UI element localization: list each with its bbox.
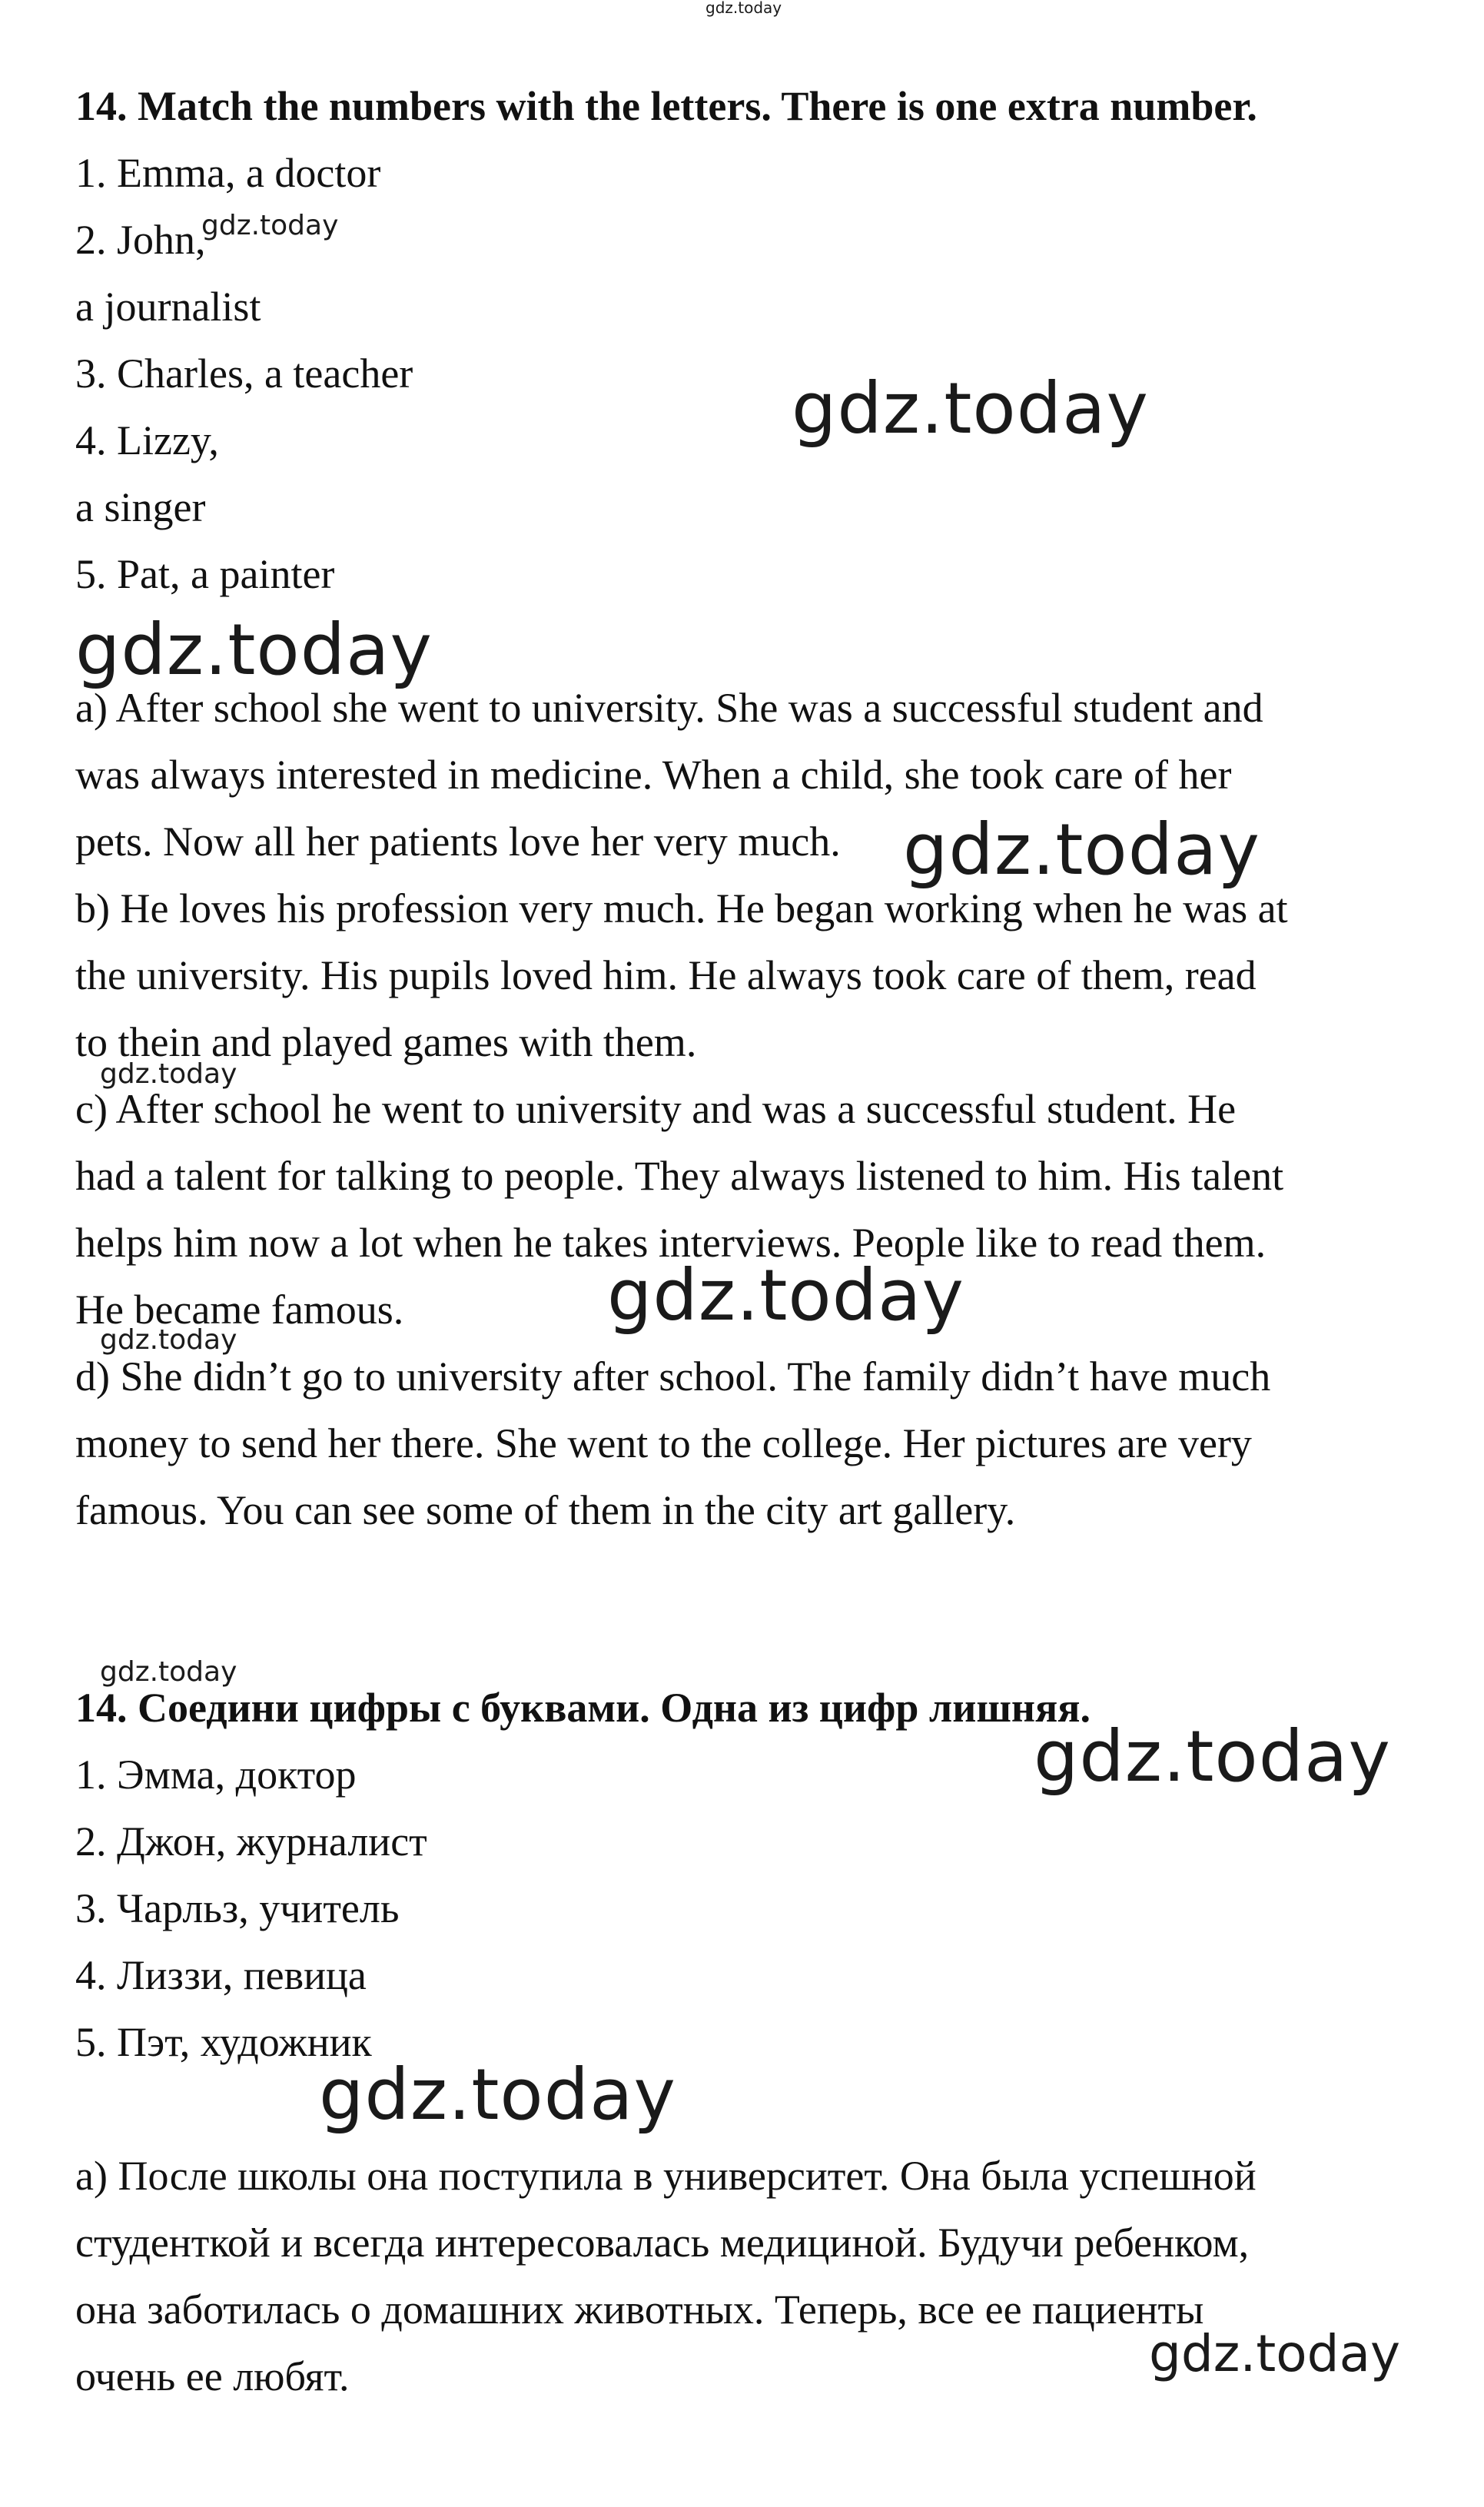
russian-paragraph-a-line-4: очень ее любят. [75,2353,350,2399]
watermark: gdz.today [903,809,1260,891]
watermark: gdz.today [75,609,433,691]
watermark: gdz.today [201,210,339,241]
watermark: gdz.today [1149,2324,1401,2383]
english-item-3: 3. Charles, a teacher [75,350,413,397]
english-item-5: 5. Pat, a painter [75,551,335,597]
english-paragraph-c-line-4: He became famous. [75,1287,404,1333]
russian-item-5: 5. Пэт, художник [75,2019,372,2065]
watermark: gdz.today [100,1058,237,1090]
english-paragraph-a-line-3: pets. Now all her patients love her very much. [75,819,841,865]
english-paragraph-d-line-1: d) She didn’t go to university after school. The family didn’t have much [75,1353,1271,1400]
english-item-1: 1. Emma, a doctor [75,150,381,196]
russian-item-1: 1. Эмма, доктор [75,1752,357,1798]
watermark: gdz.today [319,2054,676,2136]
english-paragraph-c-line-1: c) After school he went to university and was a successful student. He [75,1086,1237,1132]
english-paragraph-c-line-3: helps him now a lot when he takes interviews. People like to read them. [75,1220,1267,1266]
russian-paragraph-a-line-3: она заботилась о домашних животных. Теперь, все ее пациенты [75,2286,1204,2333]
english-paragraph-b-line-3: to thein and played games with them. [75,1019,697,1065]
russian-item-2: 2. Джон, журналист [75,1818,427,1864]
russian-paragraph-a-line-1: а) После школы она поступила в университет. Она была успешной [75,2153,1257,2199]
english-paragraph-c-line-2: had a talent for talking to people. They always listened to him. His talent [75,1153,1284,1199]
english-item-2-continued: a journalist [75,284,261,330]
watermark: gdz.today [705,0,782,17]
watermark: gdz.today [607,1254,964,1337]
english-paragraph-b-line-2: the university. His pupils loved him. He always took care of them, read [75,952,1257,998]
english-paragraph-d-line-3: famous. You can see some of them in the city art gallery. [75,1487,1016,1533]
watermark: gdz.today [1034,1715,1391,1798]
english-paragraph-d-line-2: money to send her there. She went to the college. Her pictures are very [75,1420,1252,1466]
russian-paragraph-a-line-2: студенткой и всегда интересовалась медициной. Будучи ребенком, [75,2220,1250,2266]
russian-heading: 14. Соедини цифры с буквами. Одна из цифр лишняя. [75,1685,1091,1731]
english-heading: 14. Match the numbers with the letters. There is one extra number. [75,83,1257,129]
watermark: gdz.today [792,367,1149,450]
english-paragraph-b-line-1: b) He loves his profession very much. He began working when he was at [75,885,1288,931]
russian-item-4: 4. Лиззи, певица [75,1952,367,1998]
english-item-4-continued: a singer [75,484,206,530]
english-item-2: 2. John, [75,217,206,263]
english-paragraph-a-line-1: a) After school she went to university. She was a successful student and [75,685,1263,731]
watermark: gdz.today [100,1324,237,1356]
english-paragraph-a-line-2: was always interested in medicine. When a child, she took care of her [75,752,1232,798]
russian-item-3: 3. Чарльз, учитель [75,1885,400,1931]
watermark: gdz.today [100,1656,237,1688]
english-item-4: 4. Lizzy, [75,417,219,463]
